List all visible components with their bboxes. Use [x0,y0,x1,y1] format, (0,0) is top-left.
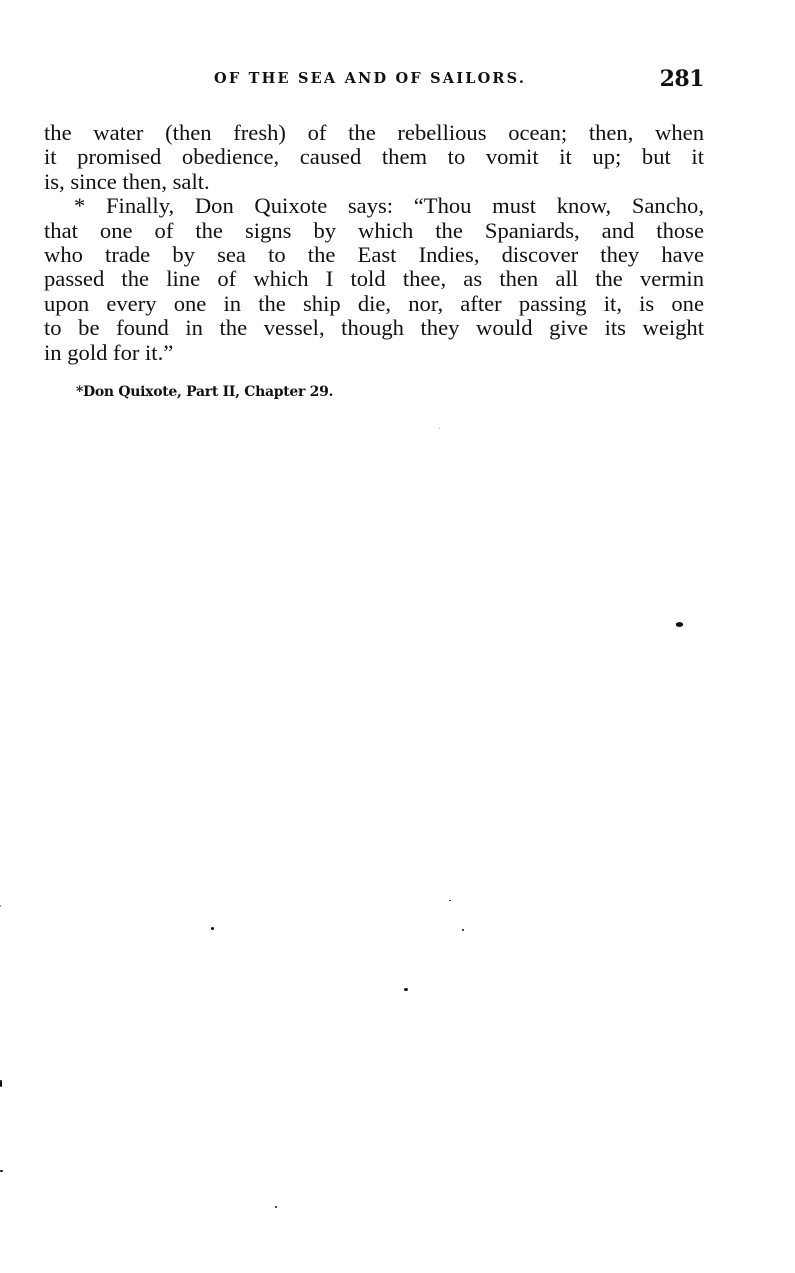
text-line: it promised obedience, caused them to vomit it up; but it [44,144,704,170]
paragraph-1 [44,121,704,194]
scan-speck [275,1206,277,1208]
text-line: is, since then, salt. [44,168,210,194]
scan-speck [0,905,1,907]
scan-speck [211,927,214,930]
text-line: in gold for it.” [44,339,174,365]
text-line: upon every one in the ship die, nor, after passing it, is one [44,290,704,316]
page-number: 281 [659,66,704,92]
scan-speck [0,1170,3,1172]
scan-speck [449,900,451,901]
scan-speck [675,621,683,628]
text-line: * Finally, Don Quixote says: “Thou must know, Sancho, [74,193,704,219]
text-line: that one of the signs by which the Spaniards, and those [44,217,704,243]
scan-speck [462,929,464,931]
text-line: the water (then fresh) of the rebellious ocean; then, when [44,120,704,145]
running-head [44,66,704,96]
running-title: OF THE SEA AND OF SAILORS. [214,70,527,87]
paragraph-2 [44,194,704,365]
scan-speck [439,428,440,429]
text-line: passed the line of which I told thee, as then all the vermin [44,266,704,292]
scan-speck [404,988,408,991]
text-line: who trade by sea to the East Indies, discover they have [44,242,704,268]
scan-speck [0,1080,2,1087]
footnote: *Don Quixote, Part II, Chapter 29. [76,384,334,400]
body-text [44,121,704,365]
text-line: to be found in the vessel, though they would give its weight [44,315,704,341]
